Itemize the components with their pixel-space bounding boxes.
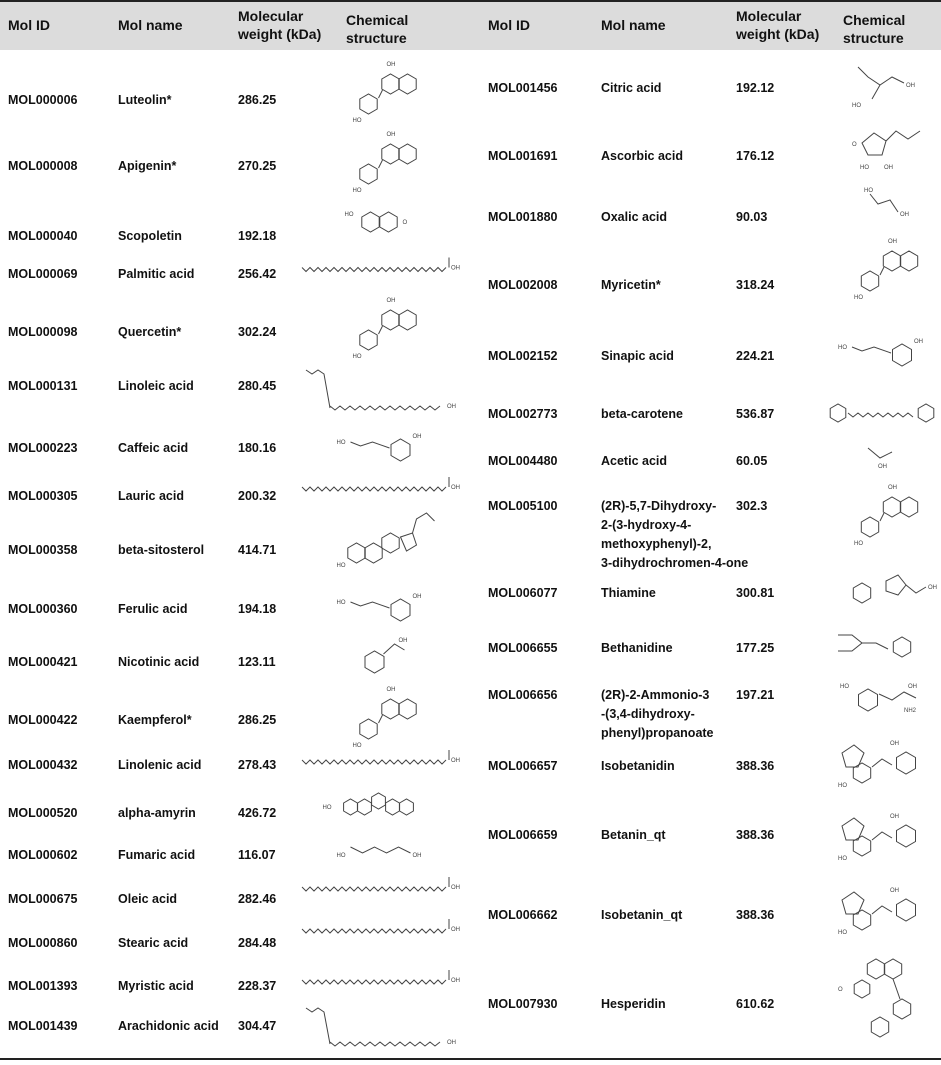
mol-name-cell: Fumaric acid <box>118 848 196 862</box>
header-mol-name: Mol name <box>118 17 183 33</box>
mol-id-cell: MOL000360 <box>8 602 78 616</box>
chemical-structure-image <box>298 962 463 998</box>
header-chemical-structure: Chemical structure <box>346 12 409 46</box>
molecular-weight-cell: 256.42 <box>238 267 277 281</box>
svg-text:OH: OH <box>890 741 899 747</box>
mol-name-cell: Palmitic acid <box>118 267 195 281</box>
chemical-structure-image <box>298 687 463 749</box>
table-bottom-rule <box>0 1058 941 1060</box>
molecular-weight-cell: 90.03 <box>736 210 768 224</box>
chemical-structure-image <box>298 752 463 768</box>
mol-id-cell: MOL007930 <box>488 997 558 1011</box>
svg-text:OH: OH <box>890 814 899 820</box>
chemical-structure-image <box>298 1004 463 1052</box>
molecular-weight-cell: 300.81 <box>736 586 775 600</box>
svg-text:OH: OH <box>447 404 456 410</box>
mol-id-cell: MOL006662 <box>488 908 558 922</box>
svg-text:O: O <box>838 987 843 993</box>
chemical-structure-image <box>826 393 938 433</box>
mol-id-cell: MOL006655 <box>488 641 558 655</box>
molecular-weight-cell: 286.25 <box>238 713 277 727</box>
header-molecular-weight-right: Molecular weight (kDa) <box>736 8 820 42</box>
mol-id-cell: MOL005100 <box>488 499 558 513</box>
mol-id-cell: MOL000008 <box>8 159 78 173</box>
chemical-structure-image <box>298 787 463 827</box>
svg-text:HO: HO <box>852 103 861 109</box>
mol-id-cell: MOL000358 <box>8 543 78 557</box>
svg-text:HO: HO <box>352 118 362 124</box>
svg-text:OH: OH <box>890 888 899 894</box>
chemical-structure-image <box>298 422 463 470</box>
svg-text:HO: HO <box>838 930 847 936</box>
mol-id-cell: MOL000131 <box>8 379 78 393</box>
mol-name-cell: Citric acid <box>601 81 662 95</box>
molecular-weight-cell: 60.05 <box>736 454 768 468</box>
mol-id-cell: MOL000223 <box>8 441 78 455</box>
mol-name-cell: Sinapic acid <box>601 349 674 363</box>
svg-text:OH: OH <box>451 485 460 491</box>
mol-name-cell: Bethanidine <box>601 641 673 655</box>
svg-text:HO: HO <box>854 541 863 547</box>
mol-name-cell: Ferulic acid <box>118 602 188 616</box>
molecular-weight-cell: 197.21 <box>736 688 775 702</box>
mol-name-cell: Stearic acid <box>118 936 189 950</box>
chemical-structure-image <box>298 633 463 679</box>
chemical-structure-image <box>298 919 463 939</box>
mol-id-cell: MOL001691 <box>488 149 558 163</box>
header-mol-id-right: Mol ID <box>488 17 530 33</box>
molecular-weight-cell: 228.37 <box>238 979 277 993</box>
svg-text:OH: OH <box>888 239 897 245</box>
molecular-weight-cell: 536.87 <box>736 407 775 421</box>
svg-text:OH: OH <box>451 885 460 891</box>
svg-text:HO: HO <box>838 783 847 789</box>
mol-id-cell: MOL002008 <box>488 278 558 292</box>
mol-name-cell: Oleic acid <box>118 892 178 906</box>
svg-text:HO: HO <box>336 853 346 859</box>
svg-text:HO: HO <box>344 212 354 218</box>
chemical-structure-image <box>826 226 938 312</box>
mol-id-cell: MOL004480 <box>488 454 558 468</box>
chemical-structure-image <box>826 112 938 178</box>
svg-text:OH: OH <box>386 298 396 304</box>
chemical-structure-image <box>826 665 938 727</box>
svg-text:OH: OH <box>888 485 897 491</box>
molecular-weight-cell: 286.25 <box>238 93 277 107</box>
molecular-weight-cell: 123.11 <box>238 655 276 669</box>
svg-text:OH: OH <box>412 594 422 600</box>
molecular-weight-cell: 414.71 <box>238 543 277 557</box>
chemical-structure-image <box>298 475 463 499</box>
chemical-structure-image <box>826 436 938 472</box>
molecular-weight-cell: 318.24 <box>736 278 775 292</box>
mol-id-cell: MOL000040 <box>8 229 78 243</box>
chemical-structure-image <box>298 877 463 897</box>
mol-id-cell: MOL006657 <box>488 759 558 773</box>
mol-id-cell: MOL000675 <box>8 892 78 906</box>
chemical-structure-image <box>298 831 463 875</box>
svg-text:OH: OH <box>451 265 460 272</box>
molecular-weight-cell: 192.18 <box>238 229 277 243</box>
mol-id-cell: MOL002773 <box>488 407 558 421</box>
molecular-weight-cell: 200.32 <box>238 489 277 503</box>
mol-name-cell: Acetic acid <box>601 454 668 468</box>
svg-text:NH2: NH2 <box>904 708 917 714</box>
mol-name-cell: Betanin_qt <box>601 828 666 842</box>
molecular-weight-cell: 194.18 <box>238 602 277 616</box>
mol-id-cell: MOL000305 <box>8 489 78 503</box>
svg-text:OH: OH <box>398 638 408 644</box>
molecular-weight-cell: 177.25 <box>736 641 775 655</box>
mol-id-cell: MOL001439 <box>8 1019 78 1033</box>
molecular-weight-cell: 426.72 <box>238 806 277 820</box>
mol-name-cell: Ascorbic acid <box>601 149 683 163</box>
molecular-weight-cell: 270.25 <box>238 159 277 173</box>
svg-text:OH: OH <box>914 339 923 345</box>
svg-text:OH: OH <box>412 853 422 859</box>
svg-text:OH: OH <box>386 687 396 693</box>
mol-name-cell: (2R)-5,7-Dihydroxy- 2-(3-hydroxy-4- methoxyphenyl)-2, 3-dihydrochromen-4-one <box>601 499 749 570</box>
svg-text:O: O <box>402 220 408 226</box>
mol-id-cell: MOL000422 <box>8 713 78 727</box>
svg-text:OH: OH <box>928 585 937 591</box>
molecular-weight-cell: 388.36 <box>736 759 775 773</box>
chemical-structure-image <box>298 508 463 578</box>
chemical-structure-image <box>826 475 938 555</box>
svg-text:OH: OH <box>451 978 460 984</box>
svg-text:HO: HO <box>352 354 362 360</box>
molecular-weight-cell: 176.12 <box>736 149 775 163</box>
header-molecular-weight: Molecular weight (kDa) <box>238 8 322 42</box>
mol-id-cell: MOL000602 <box>8 848 78 862</box>
svg-text:O: O <box>852 142 857 148</box>
header-mol-name-right: Mol name <box>601 17 666 33</box>
mol-id-cell: MOL000069 <box>8 267 78 281</box>
mol-name-cell: Isobetanin_qt <box>601 908 683 922</box>
mol-id-cell: MOL006659 <box>488 828 558 842</box>
mol-id-cell: MOL001880 <box>488 210 558 224</box>
molecular-weight-cell: 388.36 <box>736 828 775 842</box>
chemical-structure-image <box>826 731 938 795</box>
svg-text:OH: OH <box>900 212 909 218</box>
mol-name-cell: Caffeic acid <box>118 441 189 455</box>
mol-name-cell: Scopoletin <box>118 229 182 243</box>
svg-text:OH: OH <box>884 165 893 171</box>
mol-id-cell: MOL002152 <box>488 349 558 363</box>
chemical-structure-image <box>298 193 463 251</box>
svg-text:HO: HO <box>838 856 847 862</box>
molecular-weight-cell: 278.43 <box>238 758 277 772</box>
svg-text:HO: HO <box>840 684 849 690</box>
svg-text:OH: OH <box>412 434 422 440</box>
molecular-weight-cell: 284.48 <box>238 936 277 950</box>
mol-name-cell: alpha-amyrin <box>118 806 196 820</box>
mol-name-cell: beta-carotene <box>601 407 683 421</box>
svg-text:OH: OH <box>447 1040 456 1046</box>
chemical-structure-image <box>826 58 938 112</box>
molecular-weight-cell: 610.62 <box>736 997 775 1011</box>
svg-text:HO: HO <box>838 345 847 351</box>
chemical-structure-image <box>826 183 938 221</box>
mol-id-cell: MOL006077 <box>488 586 558 600</box>
mol-name-cell: Nicotinic acid <box>118 655 200 669</box>
molecular-weight-cell: 116.07 <box>238 848 276 862</box>
chemical-structure-image <box>298 366 463 416</box>
chemical-structure-image <box>826 320 938 382</box>
mol-name-cell: Kaempferol* <box>118 713 192 727</box>
molecular-weight-cell: 388.36 <box>736 908 775 922</box>
chemical-structure-image <box>826 952 938 1054</box>
svg-text:OH: OH <box>451 758 460 764</box>
mol-name-cell: Myricetin* <box>601 278 661 292</box>
mol-id-cell: MOL000098 <box>8 325 78 339</box>
mol-id-cell: MOL001456 <box>488 81 558 95</box>
molecular-weight-cell: 282.46 <box>238 892 277 906</box>
svg-text:OH: OH <box>451 927 460 933</box>
mol-id-cell: MOL006656 <box>488 688 558 702</box>
header-mol-id: Mol ID <box>8 17 50 33</box>
table-header-row <box>0 2 941 50</box>
svg-text:OH: OH <box>908 684 917 690</box>
molecular-weight-cell: 302.3 <box>736 499 768 513</box>
mol-name-cell: Arachidonic acid <box>118 1019 219 1033</box>
chemical-structure-image <box>298 128 463 196</box>
svg-text:HO: HO <box>864 188 873 194</box>
molecular-weight-cell: 302.24 <box>238 325 277 339</box>
mol-name-cell: Oxalic acid <box>601 210 668 224</box>
mol-name-cell: Apigenin* <box>118 159 177 173</box>
mol-id-cell: MOL000432 <box>8 758 78 772</box>
mol-id-cell: MOL000520 <box>8 806 78 820</box>
mol-name-cell: Luteolin* <box>118 93 172 107</box>
molecular-weight-cell: 192.12 <box>736 81 775 95</box>
svg-text:HO: HO <box>352 743 362 749</box>
mol-name-cell: Myristic acid <box>118 979 194 993</box>
svg-text:OH: OH <box>878 464 887 470</box>
svg-text:OH: OH <box>386 132 396 138</box>
header-chemical-structure-right: Chemical structure <box>843 12 906 46</box>
mol-name-cell: Isobetanidin <box>601 759 675 773</box>
chemical-structure-image <box>298 56 463 128</box>
mol-id-cell: MOL000006 <box>8 93 78 107</box>
mol-id-cell: MOL000421 <box>8 655 78 669</box>
svg-text:OH: OH <box>906 83 915 89</box>
mol-name-cell: Thiamine <box>601 586 656 600</box>
molecular-weight-cell: 180.16 <box>238 441 277 455</box>
mol-name-cell: Linolenic acid <box>118 758 202 772</box>
molecular-weight-cell: 224.21 <box>736 349 775 363</box>
svg-text:HO: HO <box>336 563 346 569</box>
chemical-structure-image <box>298 295 463 361</box>
molecular-weight-cell: 304.47 <box>238 1019 277 1033</box>
mol-name-cell: (2R)-2-Ammonio-3 -(3,4-dihydroxy- phenyl)propanoate <box>601 688 714 740</box>
mol-name-cell: Hesperidin <box>601 997 666 1011</box>
chemical-structure-image <box>298 583 463 629</box>
mol-name-cell: Quercetin* <box>118 325 182 339</box>
svg-text:HO: HO <box>854 295 863 301</box>
chemical-structure-image <box>826 625 938 661</box>
mol-name-cell: Lauric acid <box>118 489 184 503</box>
mol-name-cell: Linoleic acid <box>118 379 194 393</box>
svg-text:HO: HO <box>322 805 332 811</box>
mol-id-cell: MOL001393 <box>8 979 78 993</box>
svg-text:HO: HO <box>860 165 869 171</box>
svg-text:HO: HO <box>336 600 346 606</box>
mol-name-cell: beta-sitosterol <box>118 543 205 557</box>
chemical-structure-image <box>826 563 938 615</box>
svg-text:HO: HO <box>352 188 362 194</box>
molecular-weight-cell: 280.45 <box>238 379 277 393</box>
svg-text:OH: OH <box>386 62 396 68</box>
chemical-structure-image <box>298 255 463 280</box>
svg-text:HO: HO <box>336 440 346 446</box>
mol-id-cell: MOL000860 <box>8 936 78 950</box>
chemical-structure-image <box>826 801 938 871</box>
chemical-structure-image <box>826 873 938 947</box>
